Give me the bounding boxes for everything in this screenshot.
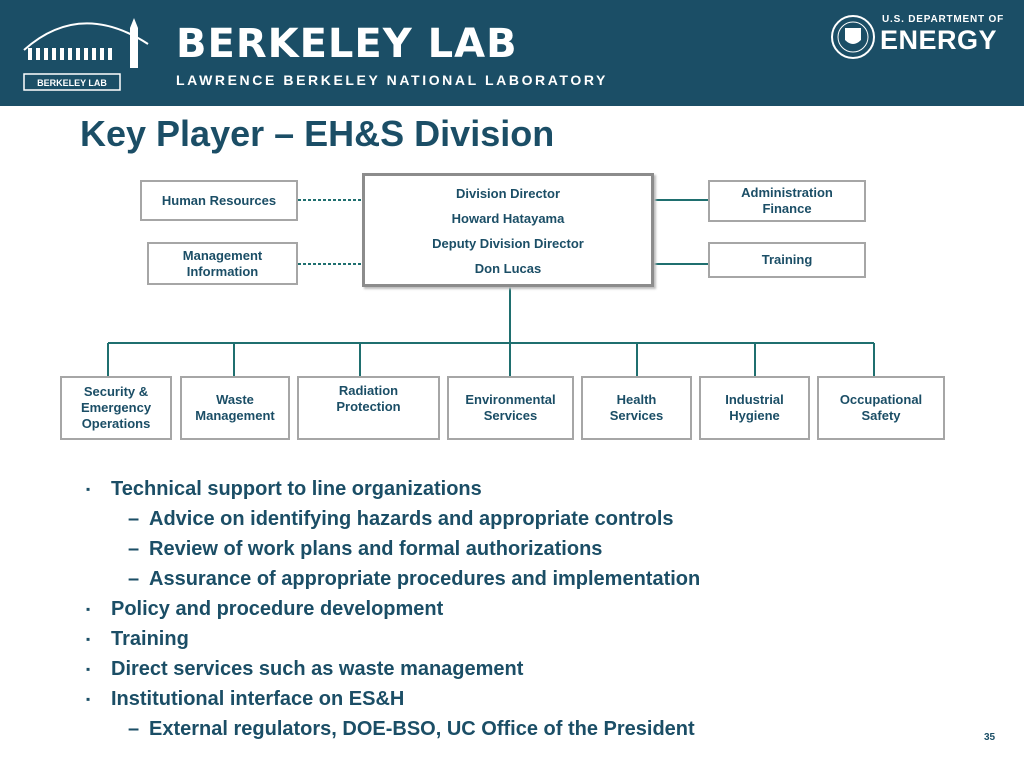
bullet-text: Review of work plans and formal authorizations xyxy=(149,538,603,560)
administration-finance-box xyxy=(708,180,866,222)
training-label: Training xyxy=(761,252,813,267)
bullet-marker: ▪ xyxy=(86,632,91,646)
list-item xyxy=(86,564,700,594)
training-box xyxy=(708,242,866,278)
director-title: Division Director xyxy=(455,186,561,201)
group-label-line: Hygiene xyxy=(729,408,780,423)
group-label-line: Services xyxy=(483,408,538,423)
bullet-marker: ▪ xyxy=(86,692,91,706)
bullet-marker: ▪ xyxy=(86,602,91,616)
group-box-waste xyxy=(180,376,290,440)
management-information-box xyxy=(147,242,298,285)
group-label-line: Occupational xyxy=(839,392,923,407)
bullet-marker: – xyxy=(128,568,140,590)
list-item xyxy=(86,684,700,714)
bullet-text: Assurance of appropriate procedures and implementation xyxy=(149,568,701,590)
doe-department-label: U.S. DEPARTMENT OF xyxy=(882,14,1004,25)
group-box-environmental xyxy=(447,376,574,440)
bullet-marker: – xyxy=(128,718,140,740)
group-label-line: Emergency xyxy=(80,400,152,415)
group-label-line: Industrial xyxy=(725,392,784,407)
bullet-list xyxy=(86,474,700,744)
group-box-occupational xyxy=(817,376,945,440)
group-box-health xyxy=(581,376,692,440)
org-name: BERKELEY LAB xyxy=(176,21,518,67)
bullet-text: Technical support to line organizations xyxy=(111,478,482,500)
list-item xyxy=(86,714,700,744)
group-label-line: Operations xyxy=(81,416,151,431)
list-item xyxy=(86,474,700,504)
mgmt-info-line-2: Information xyxy=(186,263,259,279)
group-label-line: Radiation xyxy=(338,383,399,398)
bullet-marker: ▪ xyxy=(86,662,91,676)
group-label-line: Health xyxy=(616,392,657,407)
division-director-box xyxy=(362,173,654,287)
bullet-text: Advice on identifying hazards and appropriate controls xyxy=(149,508,674,530)
bullet-marker: – xyxy=(128,508,140,530)
bullet-marker: ▪ xyxy=(86,482,91,496)
group-label-line: Services xyxy=(609,408,664,423)
bullet-marker: – xyxy=(128,538,140,560)
human-resources-box xyxy=(140,180,298,221)
list-item xyxy=(86,594,700,624)
list-item xyxy=(86,534,700,564)
group-box-industrial xyxy=(699,376,810,440)
director-name: Howard Hatayama xyxy=(451,211,565,226)
bullet-text: Training xyxy=(111,628,189,650)
org-subtitle: LAWRENCE BERKELEY NATIONAL LABORATORY xyxy=(176,72,608,88)
bullet-text: Policy and procedure development xyxy=(111,598,444,620)
group-label-line: Safety xyxy=(861,408,901,423)
deputy-title: Deputy Division Director xyxy=(432,236,584,251)
group-box-radiation xyxy=(297,376,440,440)
group-label-line: Waste xyxy=(216,392,254,407)
group-label-line: Protection xyxy=(336,399,401,414)
admin-line-1: Administration xyxy=(741,185,833,200)
list-item xyxy=(86,504,700,534)
slide-title: Key Player – EH&S Division xyxy=(80,113,555,154)
doe-energy-label: ENERGY xyxy=(880,25,998,55)
group-label-line: Environmental xyxy=(465,392,556,407)
bullet-text: External regulators, DOE-BSO, UC Office of the President xyxy=(149,718,695,740)
page-number: 35 xyxy=(984,732,996,743)
deputy-name: Don Lucas xyxy=(474,261,542,276)
group-label-line: Security & xyxy=(83,384,149,399)
admin-line-2: Finance xyxy=(762,201,812,216)
mgmt-info-line-1: Management xyxy=(182,247,263,263)
list-item xyxy=(86,654,700,684)
bullet-text: Institutional interface on ES&H xyxy=(111,688,405,710)
list-item xyxy=(86,624,700,654)
logo-wordmark: BERKELEY LAB xyxy=(37,78,107,88)
group-label-line: Management xyxy=(195,408,275,423)
group-box-security xyxy=(60,376,172,440)
bullet-text: Direct services such as waste management xyxy=(111,658,524,680)
human-resources-label: Human Resources xyxy=(161,192,277,208)
